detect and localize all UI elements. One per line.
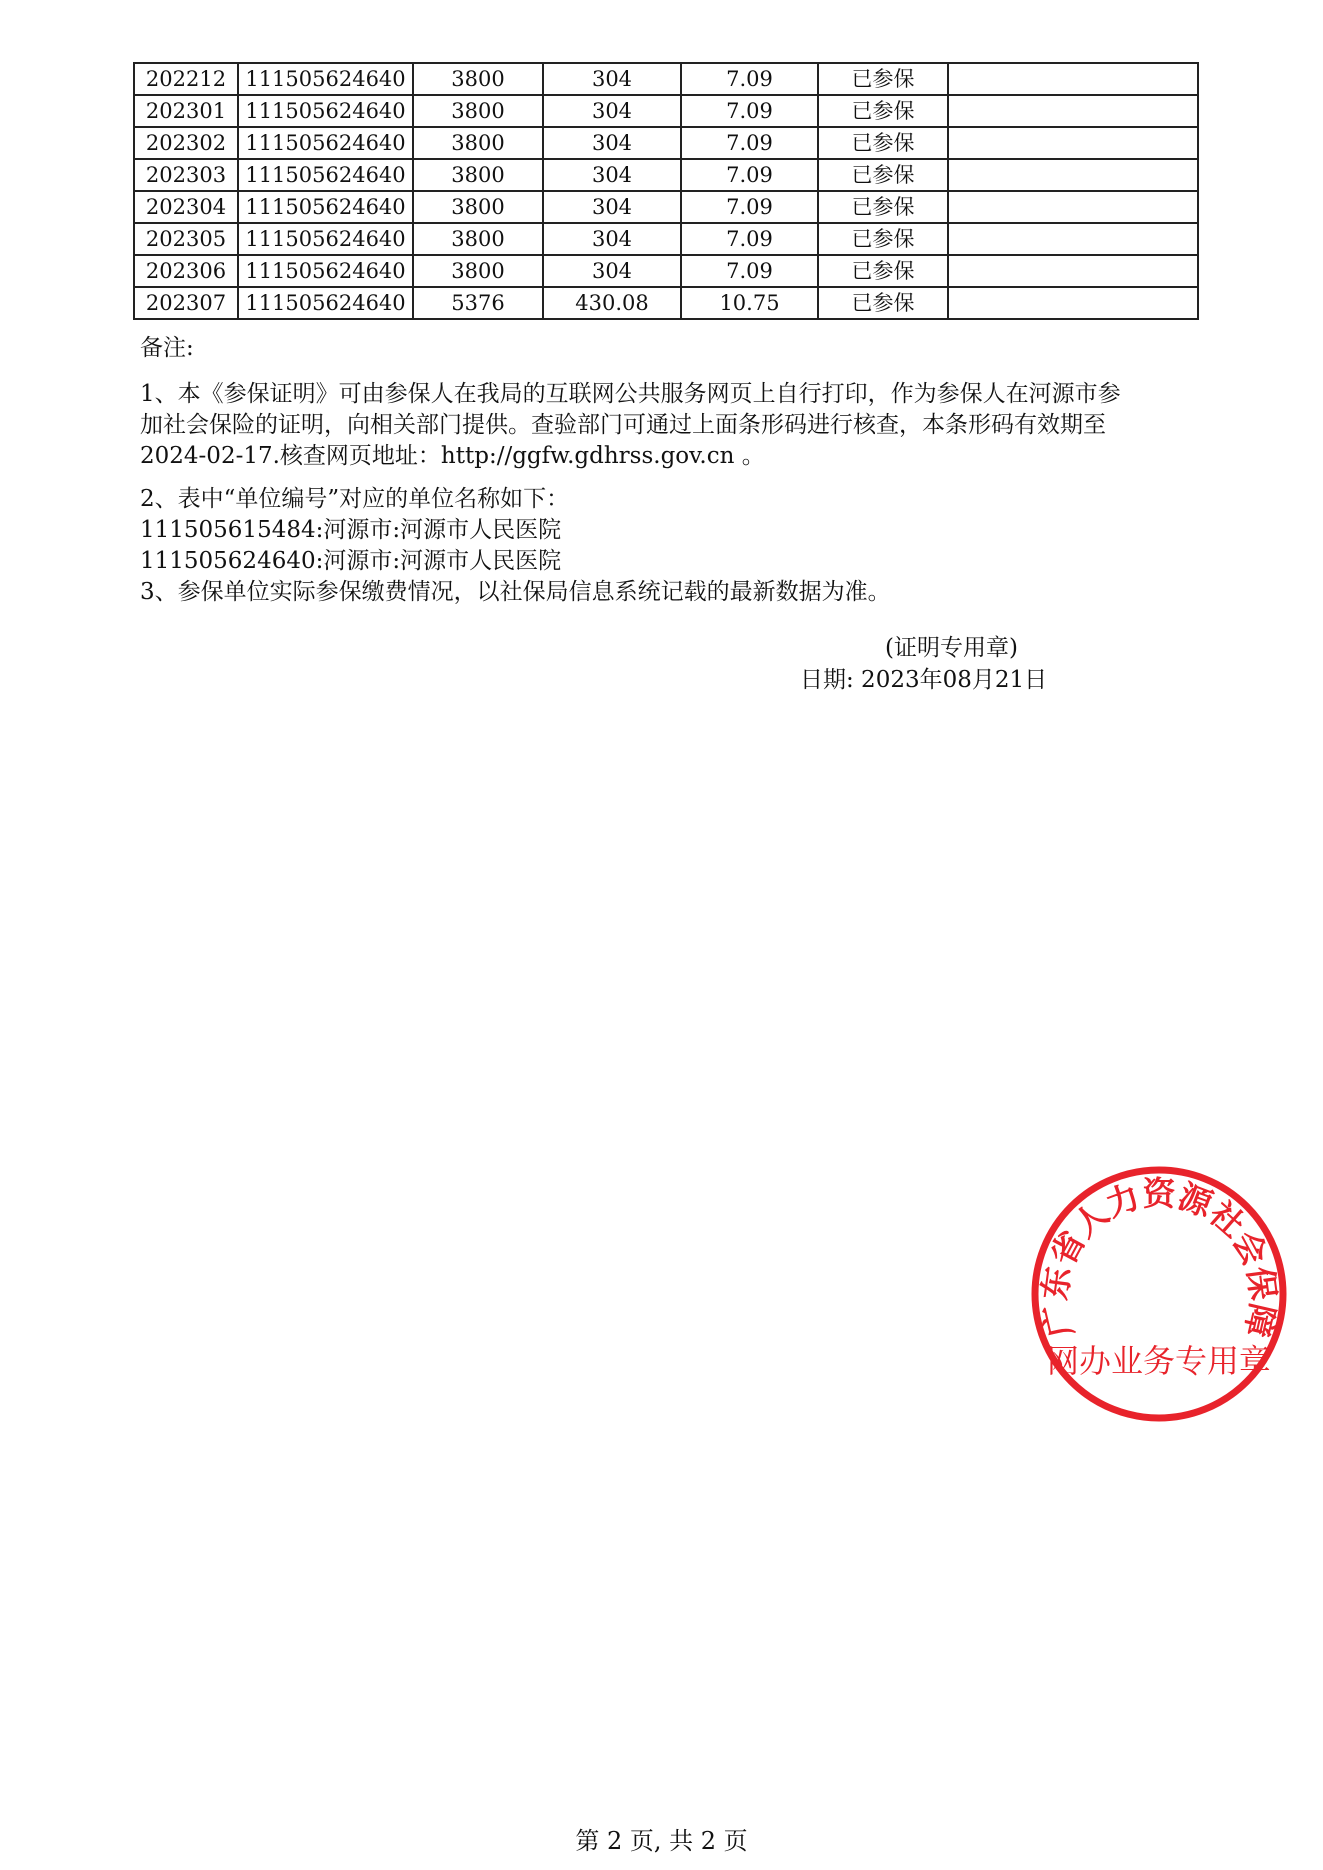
- table-cell: [948, 223, 1198, 255]
- table-cell: 304: [543, 159, 681, 191]
- table-cell: 3800: [413, 223, 543, 255]
- table-cell: 3800: [413, 63, 543, 95]
- table-cell: 111505624640: [238, 95, 413, 127]
- table-cell: 5376: [413, 287, 543, 319]
- note-item1-line2: 加社会保险的证明，向相关部门提供。查验部门可通过上面条形码进行核查，本条形码有效期至: [140, 412, 1106, 438]
- note-item1-line3: 2024-02-17.核查网页地址：http://ggfw.gdhrss.gov.cn 。: [140, 443, 765, 469]
- certificate-date: 日期: 2023年08月21日: [800, 667, 1048, 693]
- note-unit2: 111505624640:河源市:河源市人民医院: [140, 548, 562, 574]
- certificate-seal-label: (证明专用章): [885, 635, 1018, 661]
- table-row: [134, 223, 1198, 255]
- table-cell: 7.09: [681, 127, 818, 159]
- table-cell: 111505624640: [238, 287, 413, 319]
- table-cell: 3800: [413, 255, 543, 287]
- table-cell: [948, 95, 1198, 127]
- table-cell: 202302: [134, 127, 238, 159]
- table-cell: 7.09: [681, 159, 818, 191]
- table-cell: 304: [543, 255, 681, 287]
- seal-inner-text: 网办业务专用章: [1046, 1342, 1272, 1380]
- table-cell: 10.75: [681, 287, 818, 319]
- table-cell: 3800: [413, 191, 543, 223]
- table-cell: 已参保: [818, 223, 948, 255]
- table-cell: 7.09: [681, 223, 818, 255]
- table-body: [134, 63, 1198, 319]
- table-cell: 202305: [134, 223, 238, 255]
- table-cell: [948, 191, 1198, 223]
- table-cell: 7.09: [681, 95, 818, 127]
- contribution-records-table: [133, 62, 1199, 320]
- table-cell: 304: [543, 127, 681, 159]
- table-cell: 111505624640: [238, 159, 413, 191]
- table-cell: 304: [543, 95, 681, 127]
- official-seal-stamp: [1027, 1162, 1291, 1426]
- table-cell: 已参保: [818, 287, 948, 319]
- table-cell: 已参保: [818, 255, 948, 287]
- table-cell: 111505624640: [238, 191, 413, 223]
- table-cell: 已参保: [818, 127, 948, 159]
- table-cell: 202301: [134, 95, 238, 127]
- table-cell: 202212: [134, 63, 238, 95]
- table-cell: [948, 255, 1198, 287]
- note-item1-line1: 1、本《参保证明》可由参保人在我局的互联网公共服务网页上自行打印，作为参保人在河源市参: [140, 381, 1121, 407]
- table-cell: 202307: [134, 287, 238, 319]
- table-cell: 202304: [134, 191, 238, 223]
- table-cell: 202303: [134, 159, 238, 191]
- note-unit1: 111505615484:河源市:河源市人民医院: [140, 517, 562, 543]
- note-item3: 3、参保单位实际参保缴费情况，以社保局信息系统记载的最新数据为准。: [140, 579, 891, 605]
- table-cell: 202306: [134, 255, 238, 287]
- table-row: [134, 95, 1198, 127]
- table-cell: 已参保: [818, 191, 948, 223]
- table-cell: 430.08: [543, 287, 681, 319]
- notes-block: [140, 379, 1200, 608]
- table-cell: 7.09: [681, 255, 818, 287]
- table-cell: 111505624640: [238, 255, 413, 287]
- table-row: [134, 287, 1198, 319]
- table-cell: 304: [543, 191, 681, 223]
- table-cell: 已参保: [818, 159, 948, 191]
- table-cell: 3800: [413, 127, 543, 159]
- seal-outer-text: 广东省人力资源社会保障: [1034, 1174, 1284, 1341]
- table-row: [134, 191, 1198, 223]
- notes-label: 备注:: [140, 335, 194, 361]
- table-cell: [948, 159, 1198, 191]
- table-row: [134, 127, 1198, 159]
- page-footer: 第 2 页, 共 2 页: [575, 1827, 748, 1855]
- table-cell: 111505624640: [238, 223, 413, 255]
- table-cell: [948, 127, 1198, 159]
- note-item2: 2、表中“单位编号”对应的单位名称如下：: [140, 486, 570, 512]
- table-cell: 304: [543, 63, 681, 95]
- table-cell: [948, 287, 1198, 319]
- table-cell: 已参保: [818, 95, 948, 127]
- table-cell: 3800: [413, 95, 543, 127]
- table-cell: 304: [543, 223, 681, 255]
- table-cell: [948, 63, 1198, 95]
- table-cell: 3800: [413, 159, 543, 191]
- table-cell: 7.09: [681, 191, 818, 223]
- table-cell: 111505624640: [238, 63, 413, 95]
- table-row: [134, 255, 1198, 287]
- table-cell: 111505624640: [238, 127, 413, 159]
- table-cell: 7.09: [681, 63, 818, 95]
- table-row: [134, 159, 1198, 191]
- table-row: [134, 63, 1198, 95]
- table-cell: 已参保: [818, 63, 948, 95]
